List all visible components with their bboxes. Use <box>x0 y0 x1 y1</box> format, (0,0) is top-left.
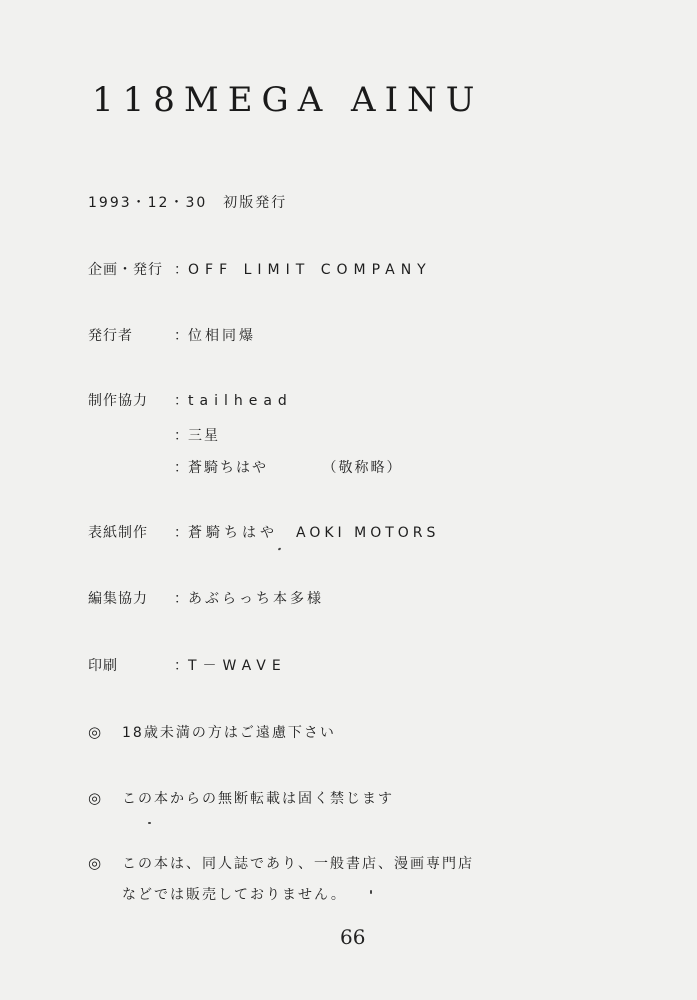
credit-cover <box>88 522 439 542</box>
credit-label: 編集協力 <box>88 591 148 607</box>
credit-label: 表紙制作 <box>88 525 148 541</box>
bullet-mark: ◎ <box>88 723 104 741</box>
credit-label: 制作協力 <box>88 393 148 409</box>
credit-value: tailhead <box>188 393 293 409</box>
honorific-note: （敬称略） <box>322 460 403 476</box>
book-title: 118MEGA AINU <box>92 80 484 120</box>
separator: ： <box>174 328 190 344</box>
separator: ： <box>174 393 190 409</box>
credit-editing <box>88 588 324 608</box>
notice-text: 18歳未満の方はご遠慮下さい <box>122 725 336 741</box>
collaborator-name: 蒼騎ちはや <box>188 460 268 476</box>
notice-doujinshi-continued: などでは販売しておりません。 <box>122 887 347 903</box>
separator: ： <box>174 460 190 476</box>
credit-label: 発行者 <box>88 328 133 344</box>
credit-publisher <box>88 325 256 345</box>
notice-doujinshi <box>88 853 474 873</box>
collaborator-line <box>174 457 402 477</box>
page-number: 66 <box>340 925 366 949</box>
scan-speck <box>278 547 282 550</box>
notice-no-reproduction <box>88 788 394 808</box>
credit-label: 企画・発行 <box>88 262 163 278</box>
separator: ： <box>174 525 190 541</box>
separator: ： <box>174 262 190 278</box>
notice-age-restriction <box>88 722 336 742</box>
credit-printing <box>88 655 287 675</box>
collaborator-name: 三星 <box>188 428 220 444</box>
separator: ： <box>174 591 190 607</box>
publication-date: 1993・12・30 初版発行 <box>88 195 288 211</box>
bullet-mark: ◎ <box>88 854 104 872</box>
credit-value: 蒼騎ちはや AOKI MOTORS <box>188 525 440 541</box>
credit-planning-publishing <box>88 259 432 279</box>
scan-speck <box>148 822 151 824</box>
notice-text: この本からの無断転載は固く禁じます <box>122 791 394 807</box>
credit-value: T－WAVE <box>188 658 287 674</box>
scan-speck <box>370 890 372 894</box>
credit-label: 印刷 <box>88 658 118 674</box>
notice-text: この本は、同人誌であり、一般書店、漫画専門店 <box>122 856 474 872</box>
credit-value: 位相同爆 <box>188 328 256 344</box>
credit-value: あぶらっち本多様 <box>188 591 324 607</box>
credit-production-cooperation <box>88 390 293 410</box>
separator: ： <box>174 428 190 444</box>
credit-value: OFF LIMIT COMPANY <box>188 262 432 278</box>
collaborator-line <box>174 425 220 445</box>
separator: ： <box>174 658 190 674</box>
bullet-mark: ◎ <box>88 789 104 807</box>
